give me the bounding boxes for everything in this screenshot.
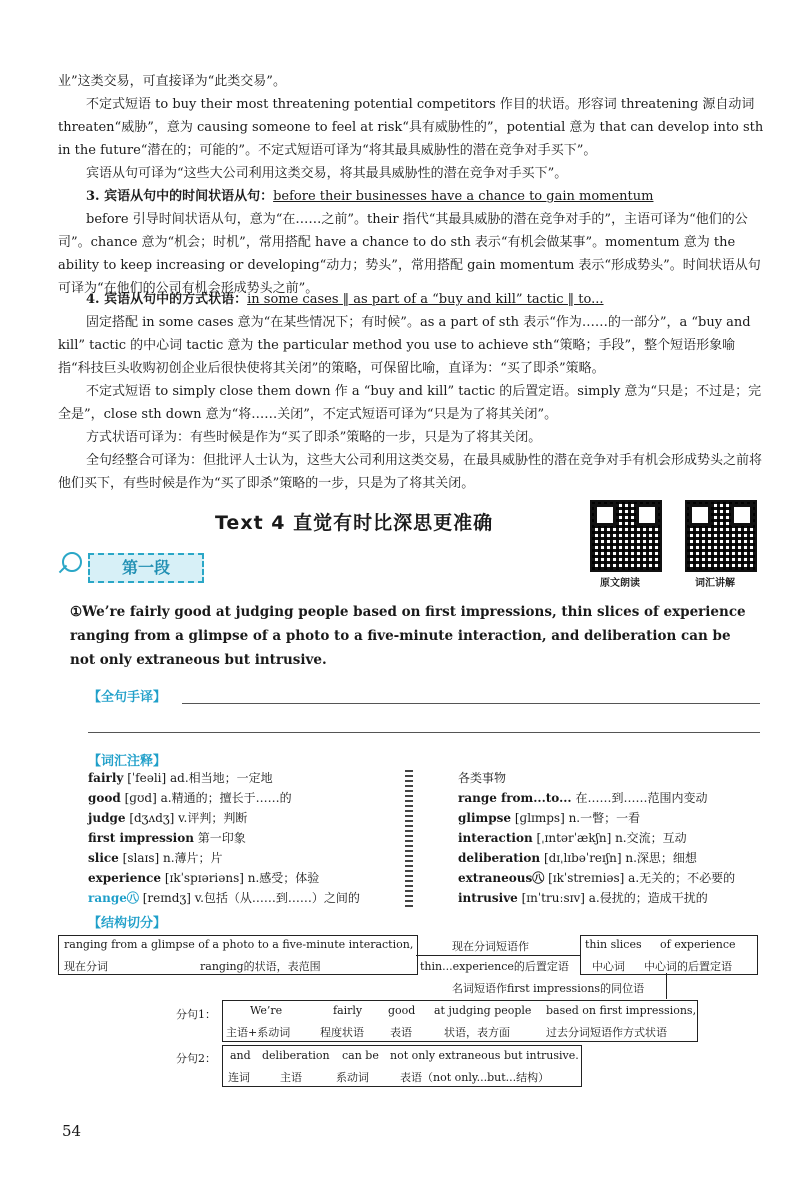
clause-2-role: 表语（not only...but...结构） <box>400 1071 550 1084</box>
text-paragraph-3: 宾语从句可译为“这些大公司利用这类交易，将其最具威胁性的潜在竞争对手买下”。 <box>86 166 568 181</box>
vocab-item: experience [ɪkˈspɪəriəns] n.感受；体验 <box>88 871 320 885</box>
text-title: Text 4 直觉有时比深思更准确 <box>215 512 494 534</box>
vocab-item: interaction [ˌɪntərˈækʃn] n.交流；互动 <box>458 831 687 845</box>
answer-line-1 <box>182 703 760 704</box>
clause-2-role: 主语 <box>280 1071 302 1084</box>
clause-1-label: 分句1： <box>176 1008 216 1021</box>
heading-structure: 【结构切分】 <box>88 916 167 931</box>
vocab-list-right <box>458 768 735 908</box>
text-paragraph-2: 不定式短语 to buy their most threatening potential competitors 作目的状语。形容词 threatening 源自动词 threaten“威胁”，意为 causing someone to feel at risk“具有威胁性的”，potential 意为 that can develop into sth in the future“潜在的；可能的”。不定式短语可译为“将其最具威胁性的潜在竞争对手买下”。 <box>58 97 764 158</box>
vocab-item: range㊇ [reɪndʒ] v.包括（从……到……）之间的 <box>88 891 360 905</box>
clause-1-word: at judging people <box>434 1004 532 1017</box>
vocab-item: deliberation [dɪˌlɪbəˈreɪʃn] n.深思；细想 <box>458 851 697 865</box>
vocab-item: slice [slaɪs] n.薄片；片 <box>88 851 223 865</box>
diagram-arrow-2 <box>666 973 667 999</box>
clause-1-role: 程度状语 <box>320 1026 364 1039</box>
subheading-manner-label: 4. 宾语从句中的方式状语： <box>86 292 248 307</box>
answer-line-2 <box>88 732 760 733</box>
clause-1-role: 过去分词短语作方式状语 <box>546 1026 667 1039</box>
page-number: 54 <box>62 1122 82 1140</box>
text-paragraph-5: before 引导时间状语从句，意为“在……之前”。their 指代“其最具威胁的潜在竞争对手的”，主语可译为“他们的公司”。chance 意为“机会；时机”，常用搭配 have a chance to do sth 表示“有机会做某事”。momentum 意为 the ability to keep increasing or developing“动力；势头”，常用搭配 gain momentum 表示“形成势头”。时间状语从句可译为“在他们的公司有机会形成势头之前”。 <box>58 212 761 296</box>
clause-2-label: 分句2： <box>176 1052 216 1065</box>
vocab-item: fairly [ˈfeəli] ad.相当地；一定地 <box>88 771 273 785</box>
subheading-manner-text: in some cases ‖ as part of a “buy and kill” tactic ‖ to... <box>247 292 604 307</box>
clause-1-word: good <box>388 1004 416 1017</box>
subheading-time-clause-text: before their businesses have a chance to gain momentum <box>273 189 654 204</box>
qr-caption-vocab: 词汇讲解 <box>695 578 735 589</box>
diagram-participle-role-1: 现在分词 <box>64 960 108 973</box>
text-paragraph-9: 方式状语可译为：有些时候是作为“买了即杀”策略的一步，只是为了将其关闭。 <box>86 430 542 445</box>
clause-1-word: We’re <box>250 1004 283 1017</box>
vocab-item: glimpse [ɡlɪmps] n.一瞥；一看 <box>458 811 641 825</box>
text-paragraph-10: 全句经整合可译为：但批评人士认为，这些大公司利用这类交易，在最具威胁性的潜在竞争对手有机会形成势头之前将他们买下，有些时候是作为“买了即杀”策略的一步，只是为了将其关闭。 <box>58 453 763 491</box>
clause-2-word: and <box>230 1049 251 1062</box>
qr-code-reading-icon[interactable] <box>590 500 662 572</box>
vocab-item: extraneous㊇ [ɪkˈstreɪniəs] a.无关的；不必要的 <box>458 871 736 885</box>
diagram-mid-label: 现在分词短语作 <box>452 940 529 953</box>
clause-1-word: fairly <box>333 1004 363 1017</box>
subheading-time-clause-label: 3. 宾语从句中的时间状语从句： <box>86 189 274 204</box>
diagram-noun-modifier: of experience <box>660 938 736 951</box>
diagram-mid-sub: thin...experience的后置定语 <box>420 960 569 973</box>
text-paragraph-8: 不定式短语 to simply close them down 作 a “buy and kill” tactic 的后置定语。simply 意为“只是；不过是；完全是”，close sth down 意为“将……关闭”，不定式短语可译为“只是为了将其关闭”。 <box>58 384 762 422</box>
clause-2-role: 连词 <box>228 1071 250 1084</box>
clause-1-role: 状语，表方面 <box>444 1026 510 1039</box>
diagram-noun-head: thin slices <box>585 938 642 951</box>
clause-2-word: not only extraneous but intrusive. <box>390 1049 579 1062</box>
vocab-item: 各类事物 <box>458 771 507 785</box>
subheading-time-clause <box>58 185 766 208</box>
diagram-participle-text: ranging from a glimpse of a photo to a five-minute interaction, <box>64 938 414 951</box>
diagram-participle-role-2: ranging的状语，表范围 <box>200 960 321 973</box>
qr-code-vocab-icon[interactable] <box>685 500 757 572</box>
diagram-arrow-1 <box>416 955 580 956</box>
clause-1-word: based on first impressions, <box>546 1004 697 1017</box>
vocab-item: first impression 第一印象 <box>88 831 246 845</box>
clause-1-role: 表语 <box>390 1026 412 1039</box>
clause-2-word: can be <box>342 1049 379 1062</box>
vocab-item: intrusive [ɪnˈtruːsɪv] a.侵扰的；造成干扰的 <box>458 891 708 905</box>
key-sentence: ①We’re fairly good at judging people based on first impressions, thin slices of experience ranging from a glimpse of a photo to a five-minute interaction, and deliberation can be not only extraneous but intrusive. <box>70 604 746 668</box>
vocab-item: good [ɡʊd] a.精通的；擅长于……的 <box>88 791 292 805</box>
vocab-list-left <box>88 768 360 908</box>
heading-vocab: 【词汇注释】 <box>88 754 167 769</box>
text-paragraph-7: 固定搭配 in some cases 意为“在某些情况下；有时候”。as a part of sth 表示“作为……的一部分”，a “buy and kill” tactic 的中心词 tactic 意为 the particular method you use to achieve sth“策略；手段”，整个短语形象喻指“科技巨头收购初创企业后很快使将其关闭”的策略，可保留比喻，直译为：“买了即杀”策略。 <box>58 315 751 376</box>
text-paragraph-1: 业”这类交易，可直接译为“此类交易”。 <box>58 74 286 89</box>
qr-caption-reading: 原文朗读 <box>600 578 640 589</box>
vocab-item: range from...to... 在……到……范围内变动 <box>458 791 708 805</box>
clause-2-role: 系动词 <box>336 1071 369 1084</box>
section-label: 第一段 <box>88 553 204 583</box>
clause-1-role: 主语+系动词 <box>226 1026 291 1039</box>
magnifier-icon <box>62 552 82 572</box>
clause-2-word: deliberation <box>262 1049 330 1062</box>
diagram-noun-head-role: 中心词 <box>592 960 625 973</box>
vocab-item: judge [dʒʌdʒ] v.评判；判断 <box>88 811 248 825</box>
divider-squiggle <box>405 770 413 910</box>
diagram-noun-modifier-role: 中心词的后置定语 <box>644 960 732 973</box>
diagram-appositive-label: 名词短语作first impressions的同位语 <box>452 982 645 995</box>
heading-translate: 【全句手译】 <box>88 690 167 705</box>
subheading-manner-adverbial <box>58 288 766 311</box>
